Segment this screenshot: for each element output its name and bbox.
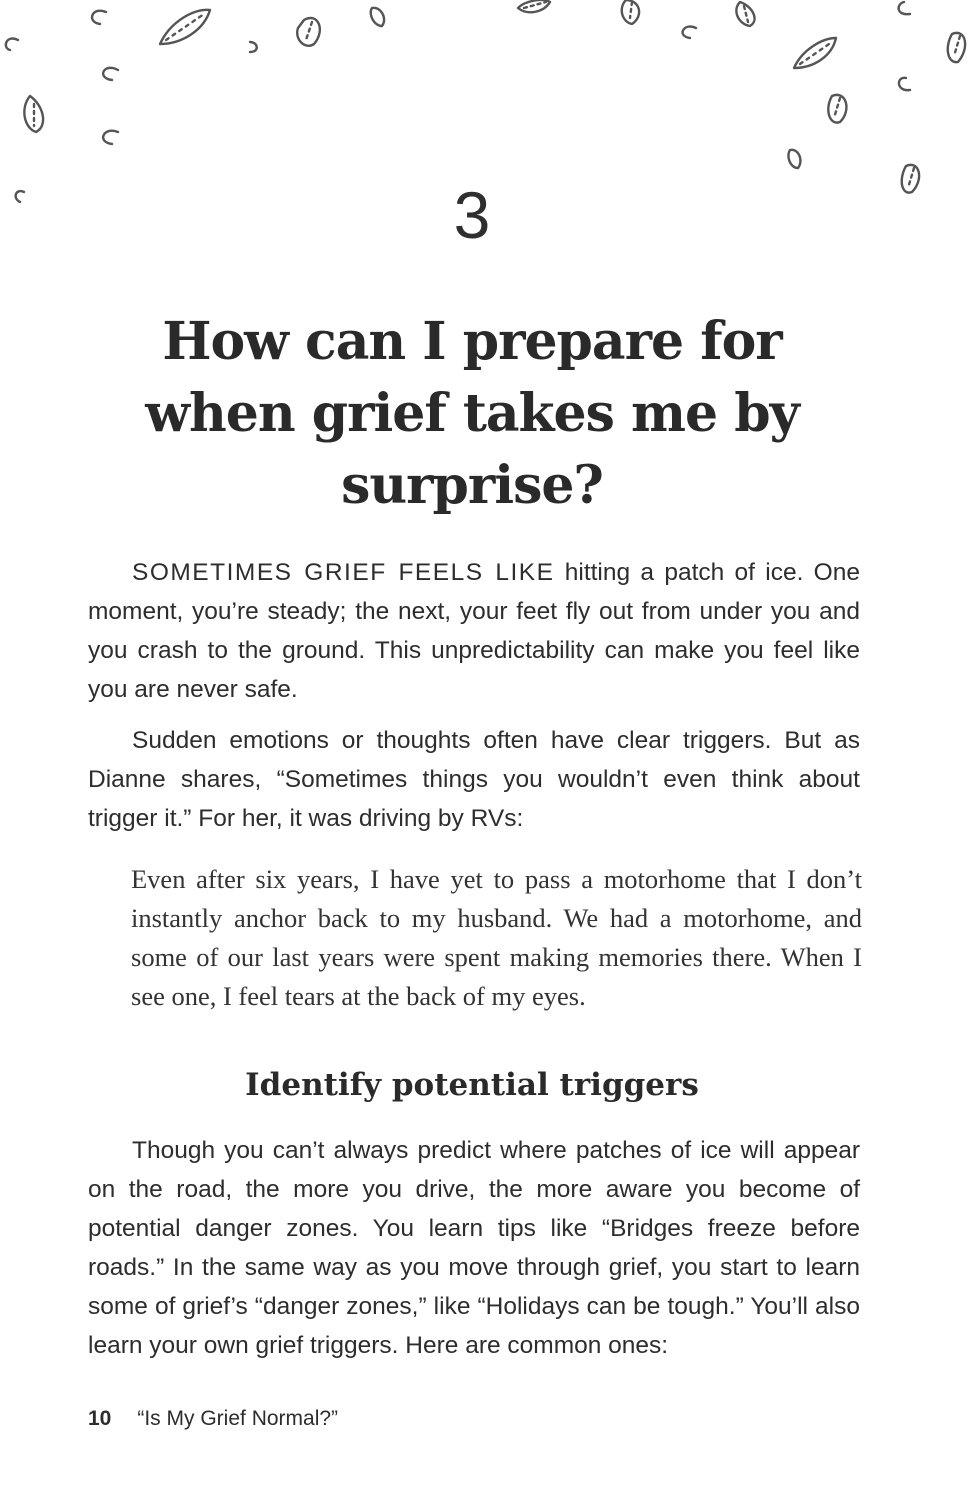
curl-leaf-icon: [6, 39, 18, 50]
round-leaf-icon: [297, 18, 320, 46]
long-leaf-icon: [518, 0, 550, 12]
curl-leaf-icon: [899, 2, 910, 14]
body-paragraph-triggers: Sudden emotions or thoughts often have clear triggers. But as Dianne shares, “Sometimes things you wouldn’t even think about trigger it.” For her, it was driving by RVs:: [88, 727, 860, 832]
body-paragraph-danger-zones: Though you can’t always predict where patches of ice will appear on the road, the more you drive, the more aware you become of potential danger zones. You learn tips like “Bridges freeze before roads.” In the same way as you move through grief, you start to learn some of grief’s “danger zones,” like “Holidays can be tough.” You’ll also learn your own grief triggers. Here are common ones:: [88, 1137, 860, 1359]
curl-leaf-icon: [103, 68, 118, 80]
curl-leaf-icon: [103, 131, 118, 144]
curl-leaf-icon: [92, 11, 106, 24]
chapter-title: How can I prepare for when grief takes me by surprise?: [145, 311, 799, 516]
section-heading: Identify potential triggers: [245, 1067, 699, 1103]
curl-leaf-icon: [683, 27, 696, 38]
paragraph-lead-in: SOMETIMES GRIEF FEELS LIKE: [132, 559, 555, 586]
round-leaf-icon: [828, 95, 846, 123]
curl-leaf-icon: [250, 42, 257, 52]
seed-leaf-icon: [788, 150, 800, 168]
chapter-number: 3: [453, 178, 491, 252]
long-leaf-icon: [160, 10, 210, 44]
page-number: 10: [88, 1407, 112, 1430]
body-paragraph-intro: [88, 553, 860, 709]
paragraph-text: hitting a patch of ice. One moment, you’re steady; the next, your feet fly out from under you and you crash to the ground. This unpredictability can make you feel like you are never safe.: [88, 559, 860, 703]
round-leaf-icon: [736, 2, 754, 26]
running-title: “Is My Grief Normal?”: [137, 1407, 339, 1430]
round-leaf-icon: [622, 0, 639, 24]
curl-leaf-icon: [899, 78, 910, 90]
seed-leaf-icon: [371, 8, 384, 26]
long-leaf-icon: [794, 38, 836, 68]
block-quote: Even after six years, I have yet to pass a motorhome that I don’t instantly anchor back to my husband. We had a motorhome, and some of our last years were spent making memories there. When I see one, I feel tears at the back of my eyes.: [131, 864, 862, 1011]
round-leaf-icon: [948, 33, 965, 62]
round-leaf-icon: [24, 96, 43, 132]
page-footer: [88, 1404, 338, 1434]
